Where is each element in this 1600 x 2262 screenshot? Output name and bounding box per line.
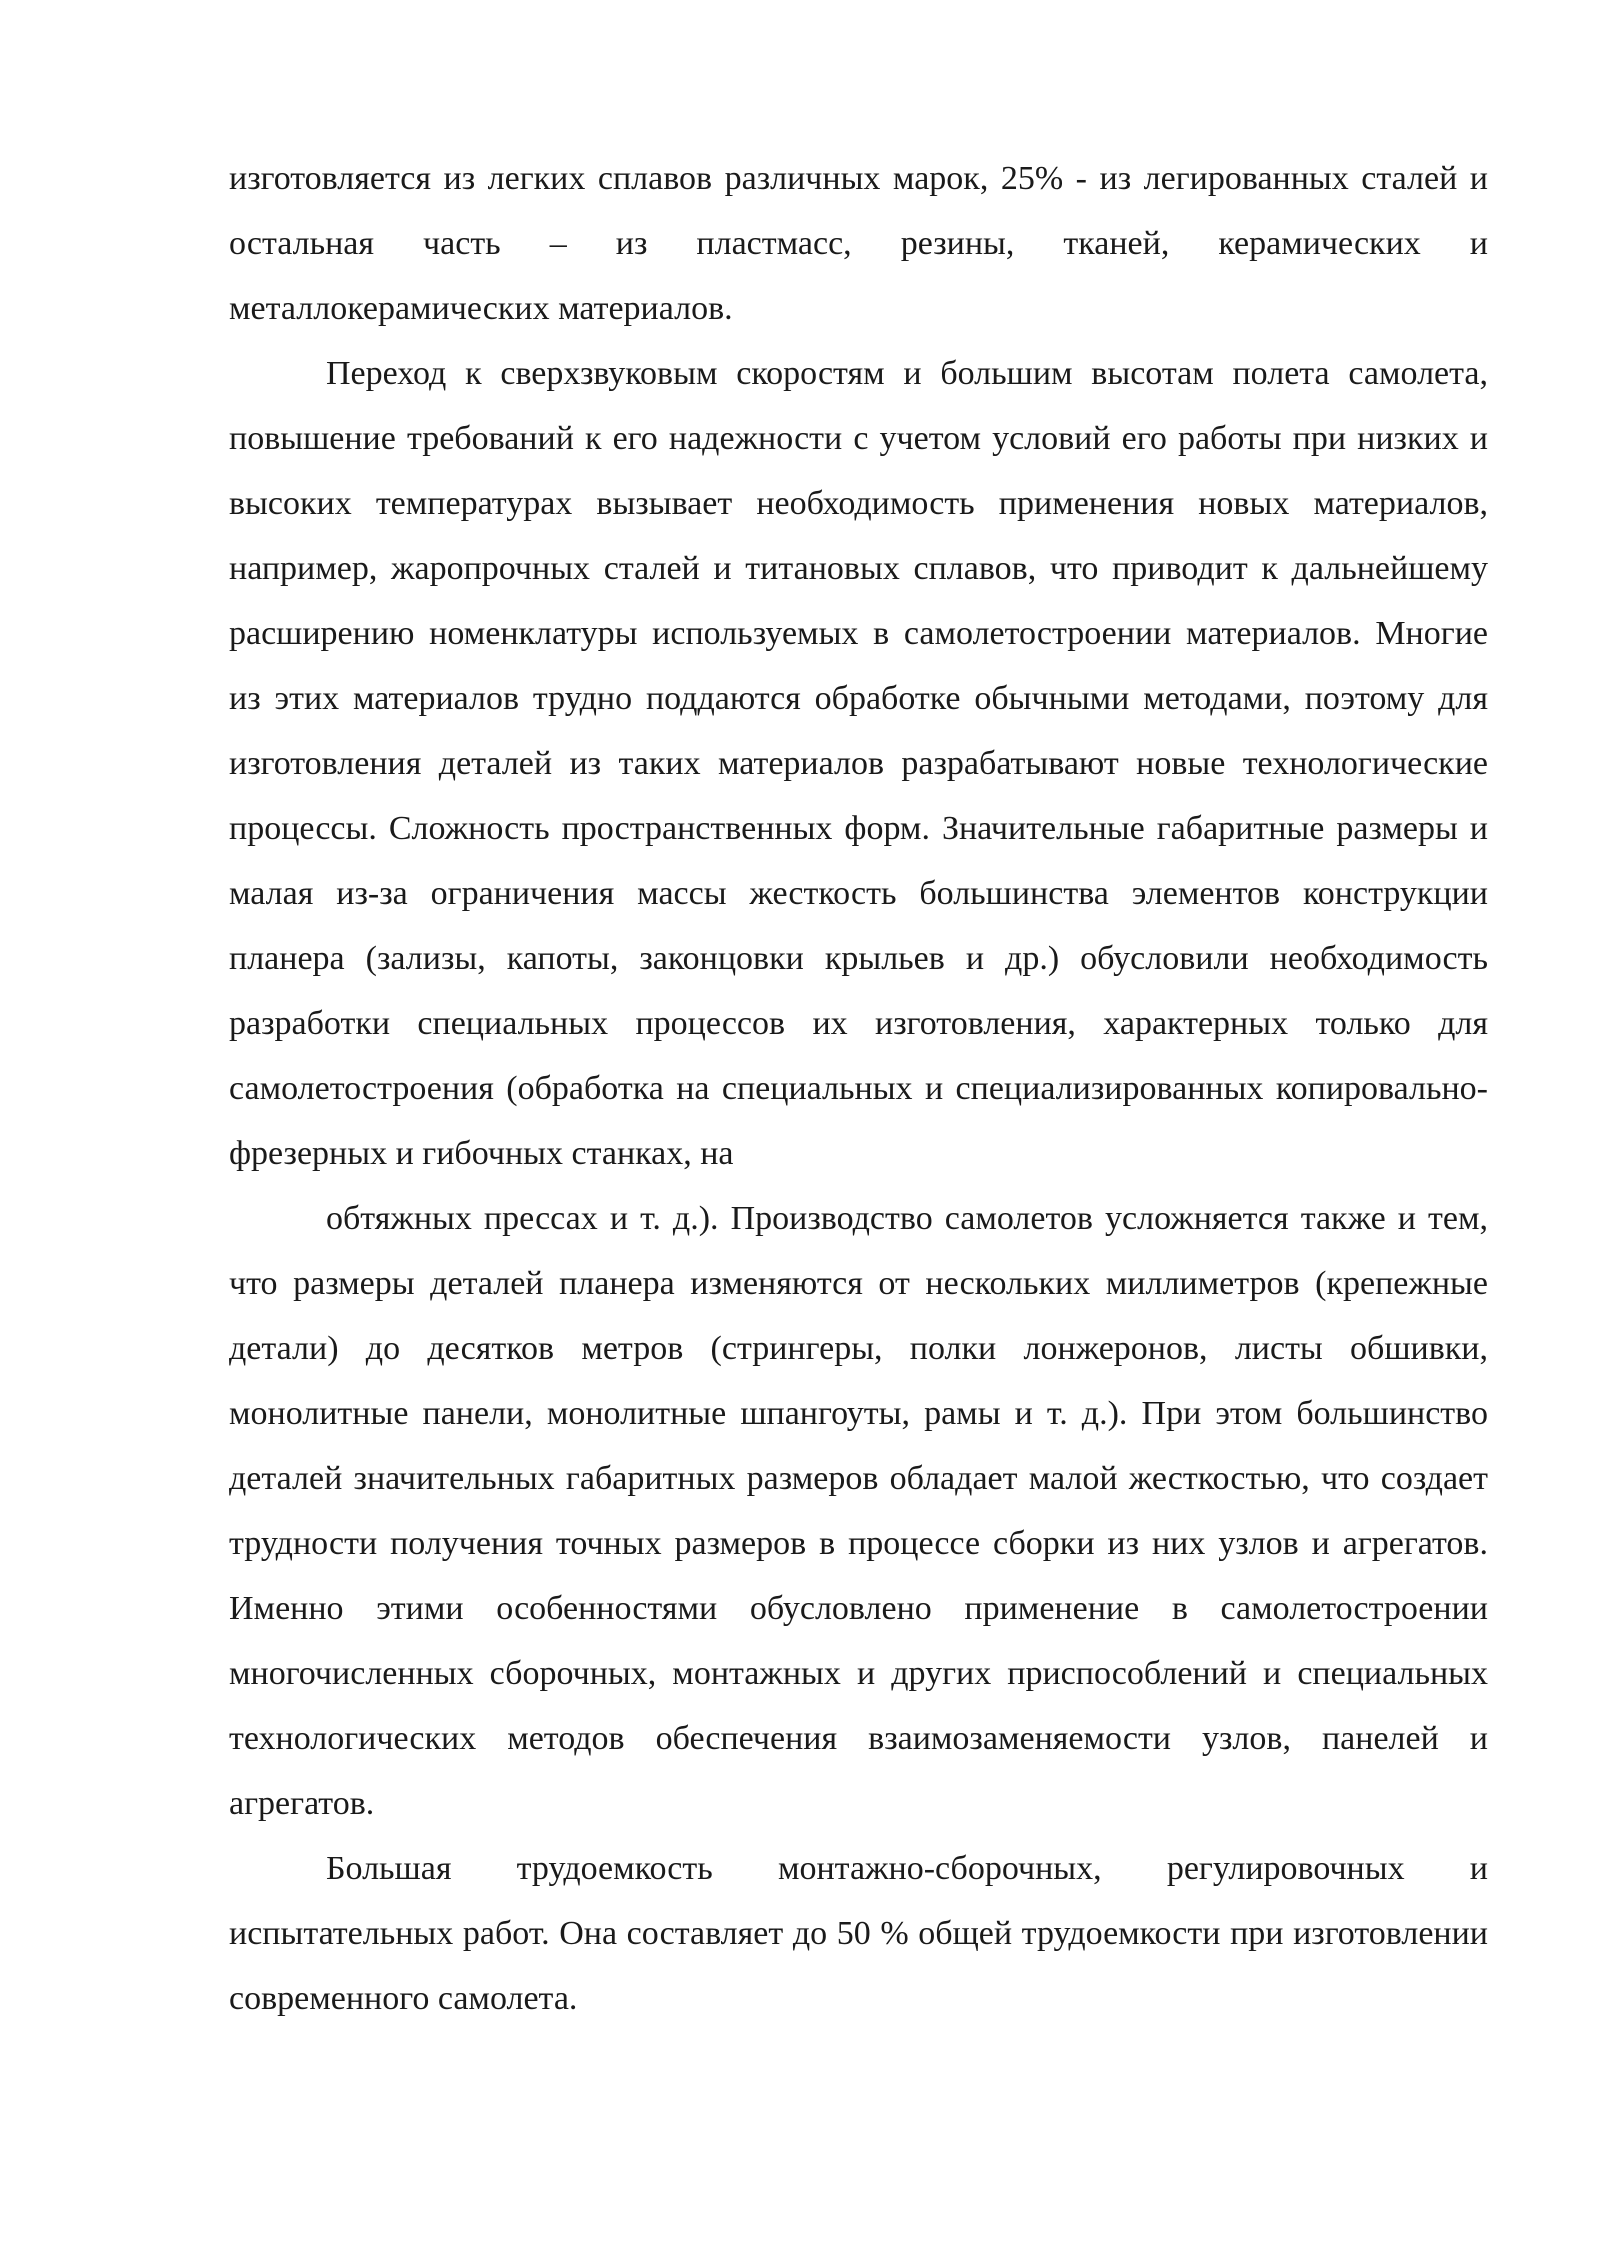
paragraph-3: обтяжных прессах и т. д.). Производство самолетов усложняется также и тем, что размеры деталей планера изменяются от нескольких миллиметров (крепежные детали) до десятков метров (стрингеры, полки лонжеронов, листы обшивки, монолитные панели, монолитные шпангоуты, рамы и т. д.). При этом большинство деталей значительных габаритных размеров обладает малой жесткостью, что создает трудности получения точных размеров в процессе сборки из них узлов и агрегатов. Именно этими особенностями обусловлено применение в самолетостроении многочисленных сборочных, монтажных и других приспособлений и специальных технологических методов обеспечения взаимозаменяемости узлов, панелей и агрегатов. bbox=[229, 1200, 1488, 1822]
paragraph-2: Переход к сверхзвуковым скоростям и большим высотам полета самолета, повышение требований к его надежности с учетом условий его работы при низких и высоких температурах вызывает необходимость применения новых материалов, например, жаропрочных сталей и титановых сплавов, что приводит к дальнейшему расширению номенклатуры используемых в самолетостроении материалов. Многие из этих материалов трудно поддаются обработке обычными методами, поэтому для изготовления деталей из таких материалов разрабатывают новые технологические процессы. Сложность пространственных форм. Значительные габаритные размеры и малая из-за ограничения массы жесткость большинства элементов конструкции планера (зализы, капоты, законцовки крыльев и др.) обусловили необходимость разработки специальных процессов их изготовления, характерных только для самолетостроения (обработка на специальных и специализированных копировально-фрезерных и гибочных станках, на bbox=[229, 355, 1488, 1172]
body-text bbox=[229, 146, 1488, 2031]
paragraph-1: изготовляется из легких сплавов различных марок, 25% - из легированных сталей и остальная часть – из пластмасс, резины, тканей, керамических и металлокерамических материалов. bbox=[229, 160, 1488, 327]
paragraph-4: Большая трудоемкость монтажно-сборочных, регулировочных и испытательных работ. Она составляет до 50 % общей трудоемкости при изготовлении современного самолета. bbox=[229, 1850, 1488, 2017]
